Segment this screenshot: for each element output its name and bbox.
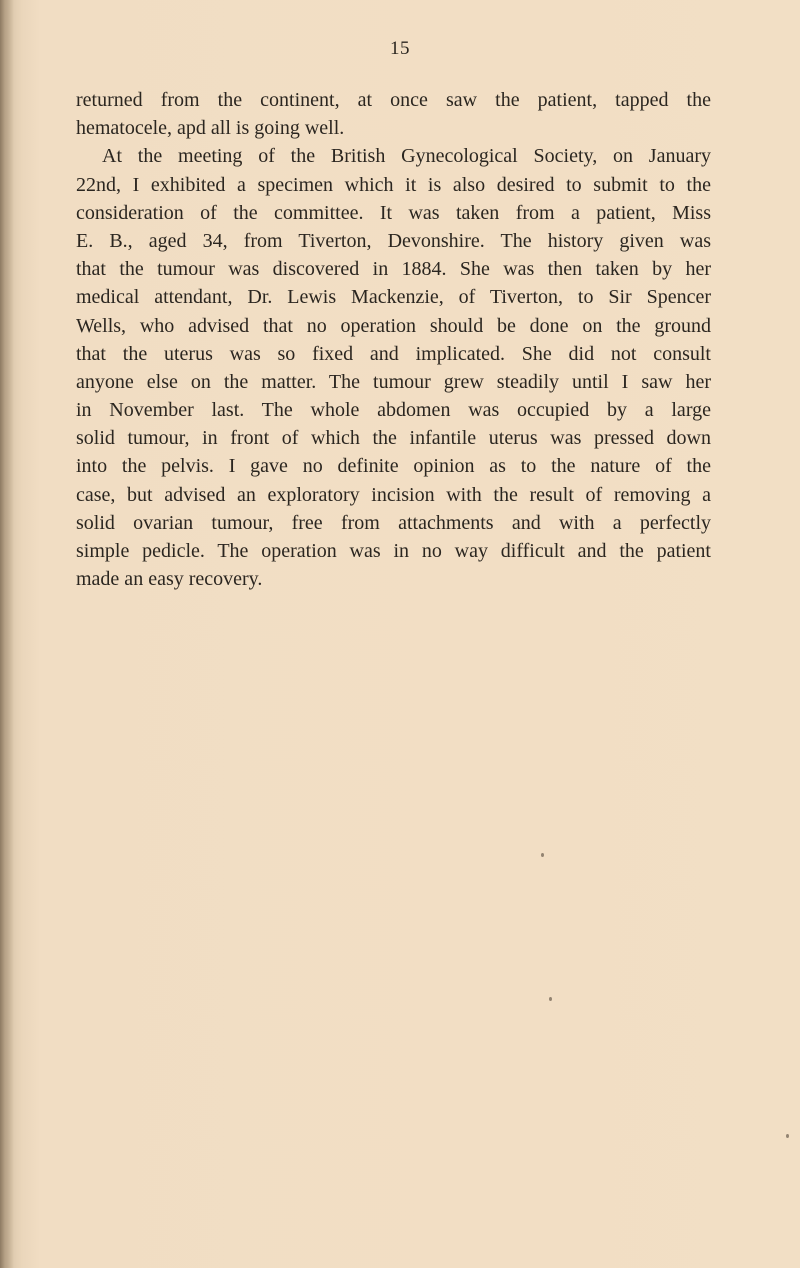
text-line: that the uterus was so fixed and implicated. She did not consult [76, 342, 711, 365]
text-line: case, but advised an exploratory incision with the result of removing a [76, 483, 711, 506]
spine-shadow [0, 0, 14, 1268]
text-line: E. B., aged 34, from Tiverton, Devonshire. The history given was [76, 229, 711, 252]
text-line: At the meeting of the British Gynecological Society, on January [102, 145, 711, 168]
text-line: solid tumour, in front of which the infantile uterus was pressed down [76, 427, 711, 450]
text-line: hematocele, apd all is going well. [76, 117, 345, 140]
text-line: that the tumour was discovered in 1884. She was then taken by her [76, 258, 711, 281]
text-line: in November last. The whole abdomen was occupied by a large [76, 399, 711, 422]
paper-speck [786, 1134, 789, 1138]
page-number: 15 [390, 38, 410, 59]
paper-speck [541, 853, 544, 857]
text-line: 22nd, I exhibited a specimen which it is also desired to submit to the [76, 173, 711, 196]
text-line: solid ovarian tumour, free from attachments and with a perfectly [76, 511, 711, 534]
text-line: returned from the continent, at once saw the patient, tapped the [76, 89, 711, 111]
text-line: anyone else on the matter. The tumour grew steadily until I saw her [76, 370, 711, 393]
text-line: consideration of the committee. It was taken from a patient, Miss [76, 201, 711, 224]
text-line: made an easy recovery. [76, 568, 263, 591]
text-line: into the pelvis. I gave no definite opinion as to the nature of the [76, 455, 711, 478]
text-line: medical attendant, Dr. Lewis Mackenzie, of Tiverton, to Sir Spencer [76, 286, 711, 309]
body-text [76, 86, 711, 593]
paper-speck [549, 997, 552, 1001]
text-line: simple pedicle. The operation was in no way difficult and the patient [76, 540, 711, 562]
text-line: Wells, who advised that no operation should be done on the ground [76, 314, 711, 337]
